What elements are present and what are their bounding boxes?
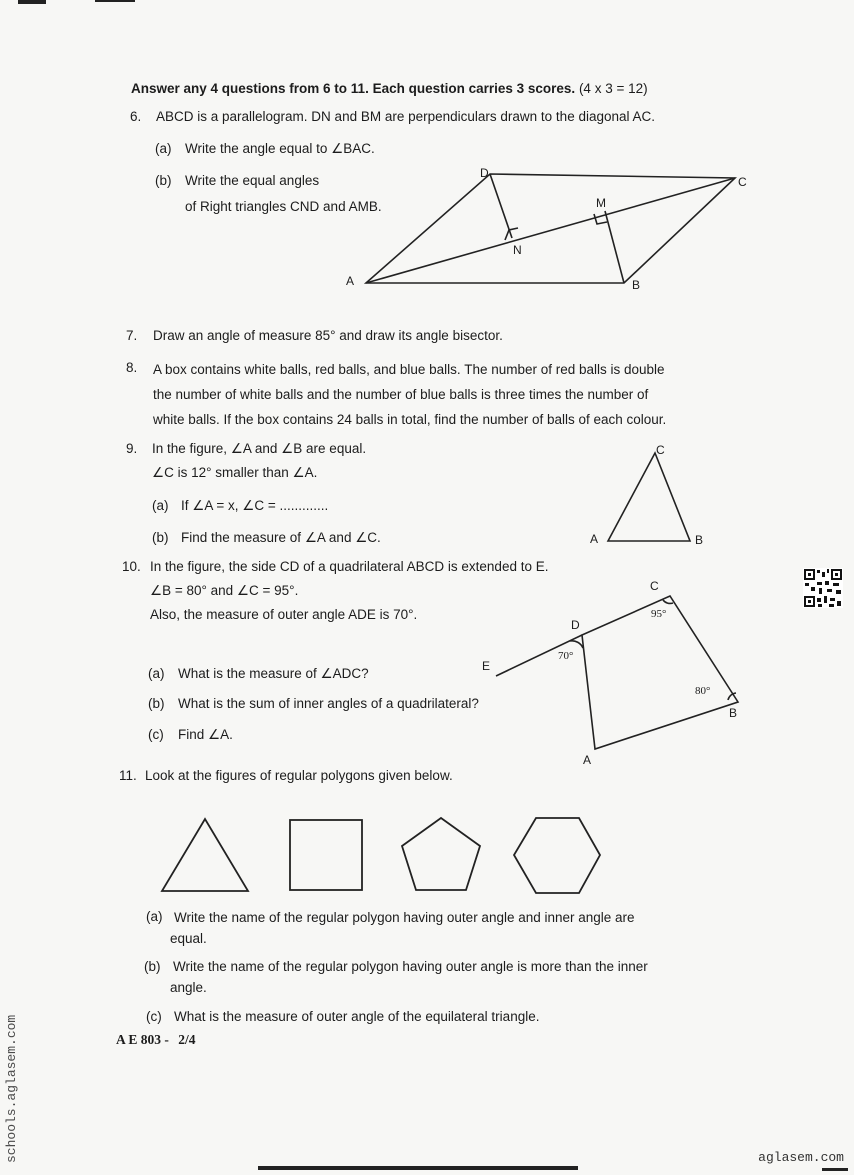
q9-number: 9. [126, 441, 138, 456]
q11-b-label: (b) [144, 959, 161, 974]
q6-number: 6. [130, 109, 142, 124]
q11-c-label: (c) [146, 1009, 162, 1024]
q10-angle-d: 70° [558, 650, 574, 662]
site-watermark: aglasem.com [758, 1150, 844, 1165]
q11-number: 11. [119, 768, 137, 783]
polygon-pentagon [402, 818, 480, 890]
polygon-triangle [162, 819, 248, 891]
section-scores: (4 x 3 = 12) [578, 81, 648, 96]
q10-a-label: (a) [148, 666, 165, 681]
section-instruction: Answer any 4 questions from 6 to 11. Each question carries 3 scores. [131, 81, 576, 96]
q10-label-d: D [571, 618, 580, 632]
q10-c-text: Find ∠A. [178, 727, 233, 742]
q9-label-c: C [656, 443, 665, 457]
polygon-hexagon [514, 818, 600, 893]
q9-a-label: (a) [152, 498, 169, 513]
q7-number: 7. [126, 328, 138, 343]
q11-c-text: What is the measure of outer angle of the equilateral triangle. [174, 1009, 540, 1024]
q10-angle-c: 95° [651, 608, 667, 620]
q8-line1: A box contains white balls, red balls, and blue balls. The number of red balls is double [153, 362, 665, 377]
q6-label-d: D [480, 166, 489, 180]
q10-label-a: A [583, 753, 592, 767]
q11-b-text1: Write the name of the regular polygon having outer angle is more than the inner [173, 959, 648, 974]
q9-a-text: If ∠A = x, ∠C = ............. [181, 498, 329, 513]
q6-label-a: A [346, 274, 355, 288]
q10-a-text: What is the measure of ∠ADC? [178, 666, 369, 681]
footer-page-number: 2/4 [178, 1032, 196, 1047]
q9-label-a: A [590, 532, 599, 546]
q9-label-b: B [695, 533, 704, 547]
footer-paper-code: A E 803 - [116, 1032, 169, 1047]
q6-text: ABCD is a parallelogram. DN and BM are perpendiculars drawn to the diagonal AC. [156, 109, 656, 124]
q8-line3: white balls. If the box contains 24 balls in total, find the number of balls of each colour. [153, 412, 667, 427]
footer-code [116, 1031, 196, 1049]
q9-line2: ∠C is 12° smaller than ∠A. [152, 465, 318, 480]
q10-b-label: (b) [148, 696, 165, 711]
q10-label-e: E [482, 659, 491, 673]
q10-angle-b: 80° [695, 685, 711, 697]
q8-line2: the number of white balls and the number of blue balls is three times the number of [153, 387, 649, 402]
q6-b-label: (b) [155, 173, 172, 188]
q10-c-label: (c) [148, 727, 164, 742]
q10-number: 10. [122, 559, 141, 574]
q11-a-text1: Write the name of the regular polygon having outer angle and inner angle are [174, 910, 635, 925]
q11-b-text2: angle. [170, 980, 207, 995]
q9-b-label: (b) [152, 530, 169, 545]
q6-label-b: B [632, 278, 641, 292]
q6-label-n: N [513, 243, 522, 257]
q6-a-label: (a) [155, 141, 172, 156]
polygon-square [290, 820, 362, 890]
q6-b-text1: Write the equal angles [185, 173, 320, 188]
side-watermark: schools.aglasem.com [4, 1014, 19, 1163]
q10-line2: ∠B = 80° and ∠C = 95°. [150, 583, 299, 598]
q10-label-c: C [650, 579, 659, 593]
q6-label-m: M [596, 196, 606, 210]
q9-line1: In the figure, ∠A and ∠B are equal. [152, 441, 367, 456]
q11-a-text2: equal. [170, 931, 207, 946]
q7-text: Draw an angle of measure 85° and draw its angle bisector. [153, 328, 503, 343]
q10-line3: Also, the measure of outer angle ADE is 70°. [150, 607, 418, 622]
q9-b-text: Find the measure of ∠A and ∠C. [181, 530, 381, 545]
q11-text: Look at the figures of regular polygons given below. [145, 768, 453, 783]
q6-b-text2: of Right triangles CND and AMB. [185, 199, 382, 214]
q10-line1: In the figure, the side CD of a quadrilateral ABCD is extended to E. [150, 559, 549, 574]
q8-number: 8. [126, 360, 138, 375]
q6-a-text: Write the angle equal to ∠BAC. [185, 141, 375, 156]
q11-a-label: (a) [146, 909, 163, 924]
q10-label-b: B [729, 706, 738, 720]
q10-b-text: What is the sum of inner angles of a quadrilateral? [178, 696, 479, 711]
q6-label-c: C [738, 175, 747, 189]
